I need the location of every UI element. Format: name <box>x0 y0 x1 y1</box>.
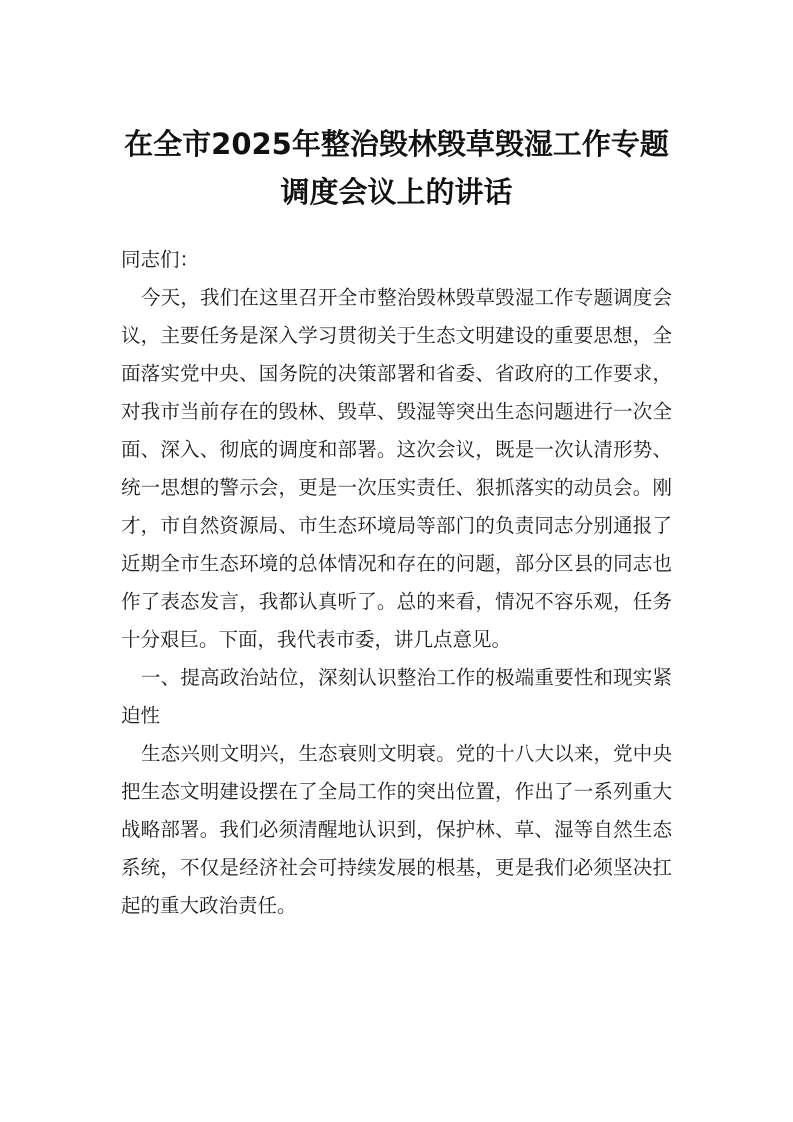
document-title-line-1: 在全市2025年整治毁林毁草毁湿工作专题 <box>124 127 669 161</box>
document-body <box>121 241 672 925</box>
paragraph-opening: 今天，我们在这里召开全市整治毁林毁草毁湿工作专题调度会议，主要任务是深入学习贯彻关于生态文明建设的重要思想，全面落实党中央、国务院的决策部署和省委、省政府的工作要求，对我市当前存在的毁林、毁草、毁湿等突出生态问题进行一次全面、深入、彻底的调度和部署。这次会议，既是一次认清形势、统一思想的警示会，更是一次压实责任、狠抓落实的动员会。刚才，市自然资源局、市生态环境局等部门的负责同志分别通报了近期全市生态环境的总体情况和存在的问题，部分区县的同志也作了表态发言，我都认真听了。总的来看，情况不容乐观，任务十分艰巨。下面，我代表市委，讲几点意见。 <box>121 286 672 651</box>
paragraph-section-1: 生态兴则文明兴，生态衰则文明衰。党的十八大以来，党中央把生态文明建设摆在了全局工作的突出位置，作出了一系列重大战略部署。我们必须清醒地认识到，保护林、草、湿等自然生态系统，不仅是经济社会可持续发展的根基，更是我们必须坚决扛起的重大政治责任。 <box>121 742 672 917</box>
section-heading-1: 一、提高政治站位，深刻认识整治工作的极端重要性和现实紧迫性 <box>121 666 672 727</box>
document-title-line-2: 调度会议上的讲话 <box>280 175 513 209</box>
salutation: 同志们： <box>121 248 200 271</box>
